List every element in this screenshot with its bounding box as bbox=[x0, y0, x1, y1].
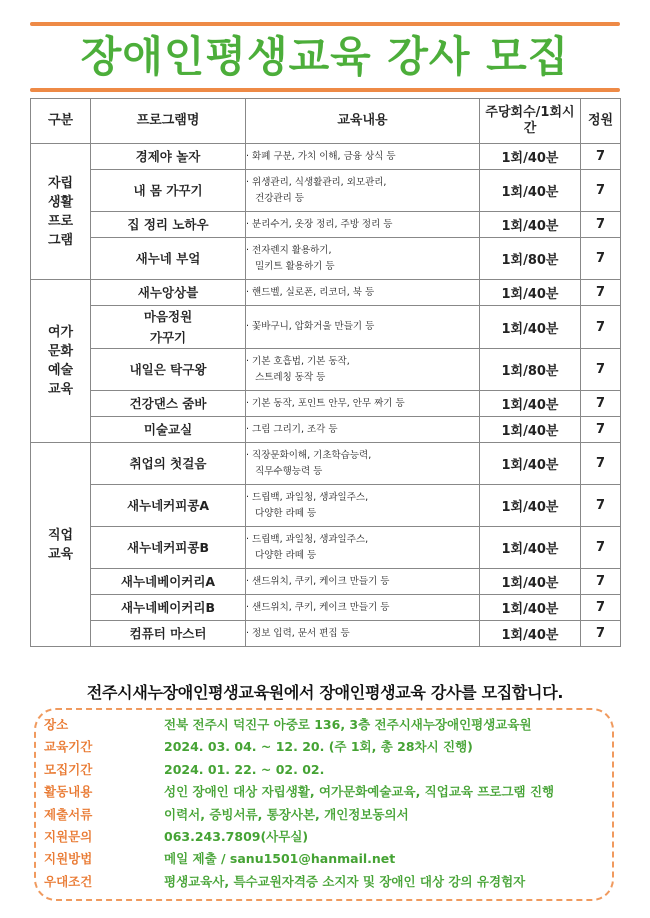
sessions-cell: 1회/40분 bbox=[480, 595, 581, 621]
capacity-cell: 7 bbox=[581, 417, 621, 443]
program-content bbox=[246, 485, 480, 527]
program-content bbox=[246, 527, 480, 569]
program-name: 집 정리 노하우 bbox=[91, 212, 246, 238]
program-name: 내 몸 가꾸기 bbox=[91, 170, 246, 212]
content-line bbox=[246, 191, 479, 207]
capacity-cell: 7 bbox=[581, 306, 621, 349]
sessions-cell: 1회/40분 bbox=[480, 306, 581, 349]
content-text: 스트레칭 동작 등 bbox=[255, 371, 326, 383]
bullet-icon: · bbox=[246, 575, 253, 587]
info-label: 지원방법 bbox=[44, 851, 93, 867]
sessions-cell: 1회/40분 bbox=[480, 170, 581, 212]
table-row bbox=[31, 280, 621, 306]
program-content bbox=[246, 391, 480, 417]
info-value[interactable]: 메일 제출 / sanu1501@hanmail.net bbox=[164, 851, 396, 867]
program-content bbox=[246, 621, 480, 647]
program-name: 새누앙상블 bbox=[91, 280, 246, 306]
sessions-cell: 1회/40분 bbox=[480, 443, 581, 485]
info-value: 2024. 03. 04. ~ 12. 20. (주 1회, 총 28차시 진행) bbox=[164, 739, 473, 755]
content-line bbox=[246, 319, 479, 335]
capacity-cell: 7 bbox=[581, 485, 621, 527]
sessions-cell: 1회/40분 bbox=[480, 485, 581, 527]
content-line bbox=[246, 243, 479, 259]
sessions-cell: 1회/40분 bbox=[480, 144, 581, 170]
info-value: 평생교육사, 특수교원자격증 소지자 및 장애인 대상 강의 유경험자 bbox=[164, 873, 526, 889]
table-row bbox=[31, 417, 621, 443]
program-content bbox=[246, 443, 480, 485]
capacity-cell: 7 bbox=[581, 527, 621, 569]
content-text: 드립백, 과일청, 생과일주스, bbox=[252, 533, 369, 545]
content-text: 정보 입력, 문서 편집 등 bbox=[252, 627, 350, 639]
program-content bbox=[246, 306, 480, 349]
table-row bbox=[31, 391, 621, 417]
content-text: 샌드위치, 쿠키, 케이크 만들기 등 bbox=[252, 575, 390, 587]
table-row bbox=[31, 569, 621, 595]
bullet-icon: · bbox=[246, 627, 253, 639]
bullet-icon: · bbox=[246, 286, 253, 298]
info-label: 지원문의 bbox=[44, 829, 93, 844]
program-name: 새누네베이커리A bbox=[91, 569, 246, 595]
table-row bbox=[31, 527, 621, 569]
content-line bbox=[246, 574, 479, 590]
table-row bbox=[31, 443, 621, 485]
content-line bbox=[246, 285, 479, 301]
program-name: 경제야 놀자 bbox=[91, 144, 246, 170]
capacity-cell: 7 bbox=[581, 280, 621, 306]
bullet-icon: · bbox=[246, 533, 253, 545]
content-text: 다양한 라떼 등 bbox=[255, 549, 317, 561]
table-row bbox=[31, 621, 621, 647]
table-row bbox=[31, 238, 621, 280]
content-text: 분리수거, 옷장 정리, 주방 정리 등 bbox=[252, 218, 393, 230]
content-line bbox=[246, 149, 479, 165]
content-line bbox=[246, 626, 479, 642]
info-value: 2024. 01. 22. ~ 02. 02. bbox=[164, 761, 325, 777]
category-cell: 직업 교육 bbox=[31, 443, 91, 647]
capacity-cell: 7 bbox=[581, 170, 621, 212]
bullet-icon bbox=[246, 466, 255, 477]
content-text: 기본 동작, 포인트 안무, 안무 짜기 등 bbox=[252, 397, 405, 409]
program-name: 취업의 첫걸음 bbox=[91, 443, 246, 485]
program-name: 미술교실 bbox=[91, 417, 246, 443]
info-box bbox=[34, 708, 614, 901]
content-text: 건강관리 등 bbox=[255, 192, 304, 204]
bullet-icon: · bbox=[246, 491, 253, 503]
bullet-icon: · bbox=[246, 449, 253, 461]
content-line bbox=[246, 600, 479, 616]
bullet-icon: · bbox=[246, 321, 253, 332]
program-content bbox=[246, 417, 480, 443]
bullet-icon: · bbox=[246, 397, 253, 409]
bullet-icon bbox=[246, 550, 255, 561]
capacity-cell: 7 bbox=[581, 569, 621, 595]
capacity-cell: 7 bbox=[581, 595, 621, 621]
top-rule bbox=[30, 22, 620, 26]
content-line bbox=[246, 259, 479, 275]
recruit-notice: 전주시새누장애인평생교육원에서 장애인평생교육 강사를 모집합니다. bbox=[86, 683, 564, 702]
content-line bbox=[246, 448, 479, 464]
header-category: 구분 bbox=[31, 99, 91, 144]
table-row bbox=[31, 144, 621, 170]
header-program: 프로그램명 bbox=[91, 99, 246, 144]
program-content bbox=[246, 595, 480, 621]
program-name: 새누네커피콩A bbox=[91, 485, 246, 527]
bullet-icon: · bbox=[246, 176, 253, 188]
content-text: 다양한 라떼 등 bbox=[255, 507, 317, 519]
bullet-icon bbox=[246, 508, 255, 519]
program-name: 새누네 부엌 bbox=[91, 238, 246, 280]
category-cell: 여가 문화 예술 교육 bbox=[31, 280, 91, 443]
info-label: 우대조건 bbox=[44, 873, 93, 889]
content-text: 드립백, 과일청, 생과일주스, bbox=[252, 491, 369, 503]
content-text: 직무수행능력 등 bbox=[255, 465, 323, 477]
bullet-icon bbox=[246, 193, 255, 204]
program-name: 새누네커피콩B bbox=[91, 527, 246, 569]
content-line bbox=[246, 490, 479, 506]
program-content bbox=[246, 170, 480, 212]
content-line bbox=[246, 354, 479, 370]
program-name: 건강댄스 줌바 bbox=[91, 391, 246, 417]
table-row bbox=[31, 349, 621, 391]
capacity-cell: 7 bbox=[581, 443, 621, 485]
capacity-cell: 7 bbox=[581, 621, 621, 647]
content-line bbox=[246, 175, 479, 191]
info-value: 이력서, 증빙서류, 통장사본, 개인정보동의서 bbox=[164, 806, 409, 822]
sessions-cell: 1회/40분 bbox=[480, 417, 581, 443]
table-row bbox=[31, 485, 621, 527]
bullet-icon: · bbox=[246, 150, 253, 162]
table-row bbox=[31, 170, 621, 212]
info-label: 교육기간 bbox=[44, 739, 93, 755]
bullet-icon: · bbox=[246, 244, 253, 256]
content-text: 꽃바구니, 압화거울 만들기 등 bbox=[252, 321, 375, 332]
bottom-rule bbox=[30, 88, 620, 92]
info-value: 성인 장애인 대상 자립생활, 여가문화예술교육, 직업교육 프로그램 진행 bbox=[164, 784, 555, 800]
table-row bbox=[31, 595, 621, 621]
content-text: 밀키트 활용하기 등 bbox=[255, 260, 335, 272]
bullet-icon bbox=[246, 372, 255, 383]
info-label: 제출서류 bbox=[44, 806, 93, 822]
content-line bbox=[246, 506, 479, 522]
header-sessions: 주당회수/1회시간 bbox=[480, 99, 581, 144]
content-line bbox=[246, 532, 479, 548]
capacity-cell: 7 bbox=[581, 212, 621, 238]
sessions-cell: 1회/80분 bbox=[480, 238, 581, 280]
info-label: 활동내용 bbox=[44, 784, 93, 800]
program-content bbox=[246, 349, 480, 391]
sessions-cell: 1회/40분 bbox=[480, 527, 581, 569]
info-label: 모집기간 bbox=[44, 761, 93, 777]
content-text: 위생관리, 식생활관리, 외모관리, bbox=[252, 176, 387, 188]
header-content: 교육내용 bbox=[246, 99, 480, 144]
content-line bbox=[246, 370, 479, 386]
program-content bbox=[246, 280, 480, 306]
header-capacity: 정원 bbox=[581, 99, 621, 144]
program-content bbox=[246, 212, 480, 238]
content-text: 기본 호흡법, 기본 동작, bbox=[252, 355, 350, 367]
page-title: 장애인평생교육 강사 모집 bbox=[80, 32, 570, 81]
program-content bbox=[246, 238, 480, 280]
bullet-icon: · bbox=[246, 601, 253, 613]
capacity-cell: 7 bbox=[581, 391, 621, 417]
content-line bbox=[246, 396, 479, 412]
program-content bbox=[246, 144, 480, 170]
content-line bbox=[246, 464, 479, 480]
info-value: 063.243.7809(사무실) bbox=[164, 829, 309, 844]
table-row bbox=[31, 212, 621, 238]
sessions-cell: 1회/40분 bbox=[480, 621, 581, 647]
bullet-icon: · bbox=[246, 218, 253, 230]
program-name: 내일은 탁구왕 bbox=[91, 349, 246, 391]
sessions-cell: 1회/40분 bbox=[480, 280, 581, 306]
table-row bbox=[31, 306, 621, 349]
content-text: 직장문화이해, 기초학습능력, bbox=[252, 449, 372, 461]
content-line bbox=[246, 548, 479, 564]
content-text: 화폐 구분, 가치 이해, 금융 상식 등 bbox=[252, 150, 396, 162]
bullet-icon bbox=[246, 261, 255, 272]
info-value: 전북 전주시 덕진구 아중로 136, 3층 전주시새누장애인평생교육원 bbox=[164, 717, 532, 732]
program-content bbox=[246, 569, 480, 595]
capacity-cell: 7 bbox=[581, 238, 621, 280]
program-name: 컴퓨터 마스터 bbox=[91, 621, 246, 647]
content-text: 핸드벨, 실로폰, 리코더, 북 등 bbox=[252, 286, 375, 298]
capacity-cell: 7 bbox=[581, 349, 621, 391]
content-line bbox=[246, 217, 479, 233]
program-table bbox=[30, 98, 621, 647]
sessions-cell: 1회/40분 bbox=[480, 212, 581, 238]
table-header-row bbox=[31, 99, 621, 144]
category-cell: 자립 생활 프로 그램 bbox=[31, 144, 91, 280]
sessions-cell: 1회/40분 bbox=[480, 391, 581, 417]
info-label: 장소 bbox=[44, 717, 69, 732]
bullet-icon: · bbox=[246, 355, 253, 367]
content-text: 전자렌지 활용하기, bbox=[252, 244, 332, 256]
content-line bbox=[246, 422, 479, 438]
capacity-cell: 7 bbox=[581, 144, 621, 170]
program-name: 새누네베이커리B bbox=[91, 595, 246, 621]
sessions-cell: 1회/40분 bbox=[480, 569, 581, 595]
content-text: 샌드위치, 쿠키, 케이크 만들기 등 bbox=[252, 601, 390, 613]
content-text: 그림 그리기, 조각 등 bbox=[252, 423, 338, 435]
bullet-icon: · bbox=[246, 423, 253, 435]
sessions-cell: 1회/80분 bbox=[480, 349, 581, 391]
program-name: 마음정원 가꾸기 bbox=[91, 306, 246, 349]
